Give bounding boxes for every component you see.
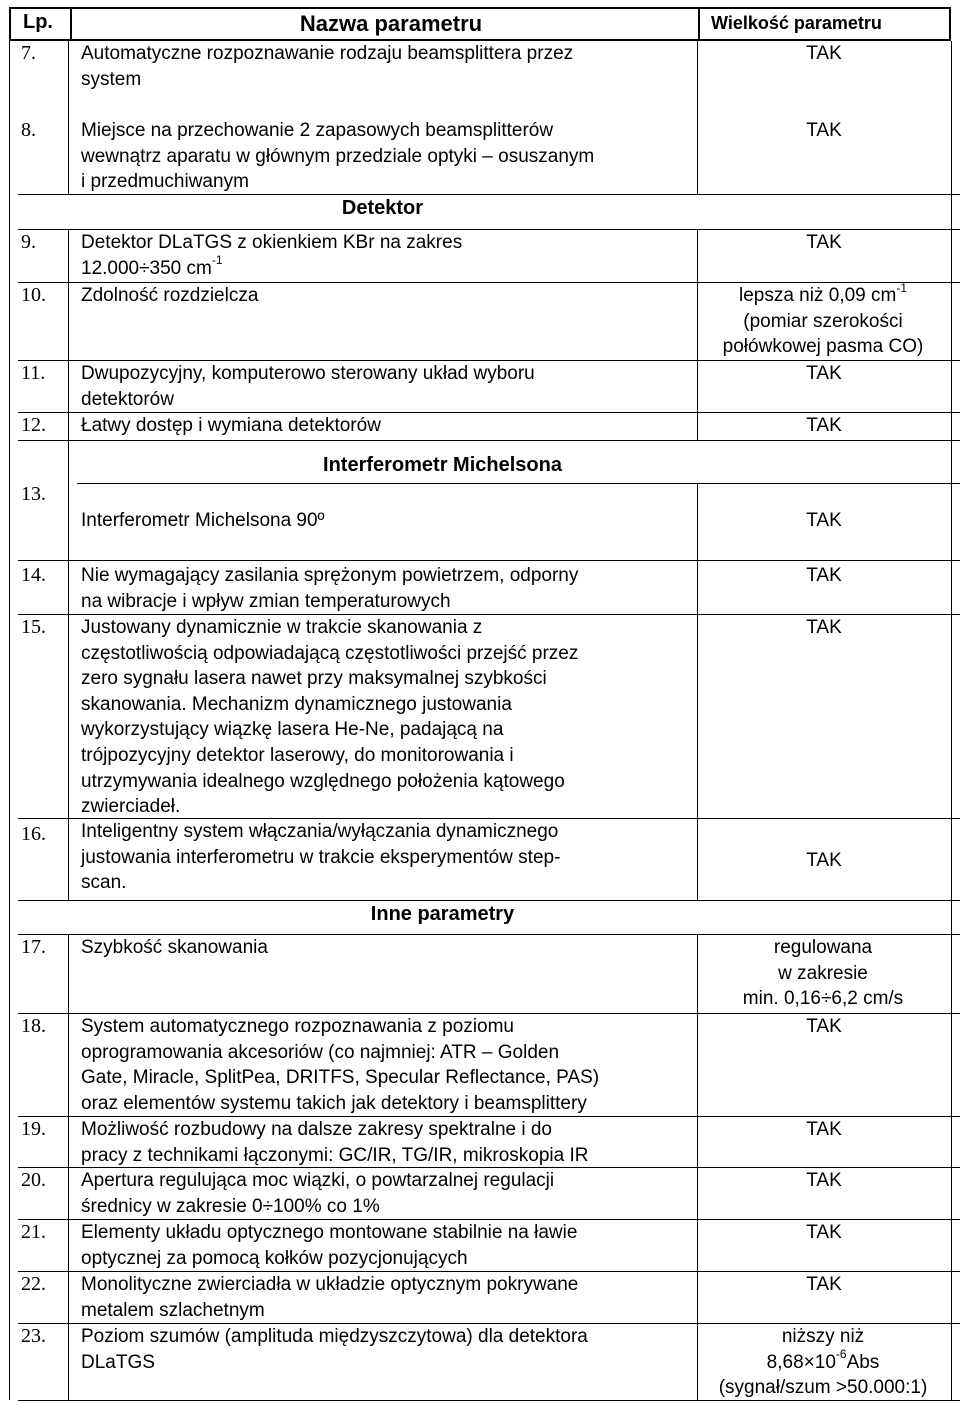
parameter-value-line: $8,68\times 10^{-6}Abs$ <box>766 1347 880 1373</box>
row-border <box>18 900 960 901</box>
row-border <box>18 560 960 561</box>
parameter-name-line: zwierciadeł. <box>81 796 181 818</box>
parameter-name-line: oprogramowania akcesoriów (co najmniej: ATR – Golden <box>81 1041 560 1063</box>
parameter-value: TAK <box>806 1119 842 1140</box>
section-title-inne: Inne parametry <box>370 903 515 925</box>
parameter-value-line: połówkowej pasma CO) <box>722 336 924 358</box>
parameter-value: TAK <box>806 43 842 64</box>
parameter-value: TAK <box>806 510 842 531</box>
parameter-name-line: skanowania. Mechanizm dynamicznego justowania <box>81 693 512 715</box>
header-divider <box>698 9 700 39</box>
parameter-name-line: detektorów <box>81 388 174 410</box>
parameter-value-line: regulowana <box>773 937 873 958</box>
superscript: -1 <box>896 280 908 295</box>
parameter-name-line: oraz elementów systemu takich jak detektory i beamsplittery <box>81 1092 587 1114</box>
parameter-table <box>9 41 951 1400</box>
row-number: 17. <box>21 936 46 958</box>
parameter-value: TAK <box>806 1222 842 1243</box>
parameter-value-line: (pomiar szerokości <box>743 310 903 332</box>
row-number: 13. <box>21 483 46 505</box>
parameter-name-line: Apertura regulująca moc wiązki, o powtarzalnej regulacji <box>81 1170 555 1191</box>
parameter-name-line: System automatycznego rozpoznawania z poziomu <box>81 1016 515 1037</box>
parameter-value: TAK <box>806 1170 842 1191</box>
parameter-name-line: i przedmuchiwanym <box>81 171 249 193</box>
parameter-name-line: Monolityczne zwierciadła w układzie optycznym pokrywane <box>81 1274 579 1295</box>
parameter-value-line: lepsza niż 0,09 $cm^{-1}$ <box>738 280 908 306</box>
parameter-value-line: min. 0,16÷6,2 cm/s <box>742 988 904 1010</box>
parameter-value: TAK <box>806 232 842 253</box>
column-border <box>9 41 10 1400</box>
section-title-interferometr: Interferometr Michelsona <box>323 454 562 476</box>
parameter-value-line: (sygnał/szum >50.000:1) <box>718 1377 928 1399</box>
parameter-name-line: Dwupozycyjny, komputerowo sterowany układ wyboru <box>81 363 535 384</box>
parameter-name-line: Szybkość skanowania <box>81 937 268 958</box>
parameter-name-line: Elementy układu optycznego montowane stabilnie na ławie <box>81 1222 578 1243</box>
parameter-name-line: Gate, Miracle, SplitPea, DRITFS, Specular Reflectance, PAS) <box>81 1067 600 1089</box>
row-number: 15. <box>21 616 46 638</box>
column-border <box>68 41 69 194</box>
superscript: -6 <box>835 1347 847 1362</box>
parameter-value-line: w zakresie <box>778 962 868 984</box>
superscript: -1 <box>211 253 223 268</box>
parameter-value: TAK <box>806 120 842 141</box>
parameter-value: TAK <box>806 850 842 871</box>
parameter-value-line: niższy niż <box>781 1326 865 1347</box>
header-value: Wielkość parametru <box>711 13 882 33</box>
row-border <box>18 440 960 441</box>
parameter-name-line: Detektor DLaTGS z okienkiem KBr na zakres <box>81 232 463 253</box>
parameter-value: TAK <box>806 363 842 384</box>
row-border <box>77 483 960 484</box>
parameter-name-line: DLaTGS <box>81 1351 155 1373</box>
parameter-name-line: Zdolność rozdzielcza <box>81 285 259 306</box>
parameter-name-line: Interferometr Michelsona 90º <box>81 510 325 531</box>
parameter-name-line: utrzymywania idealnego względnego położenia kątowego <box>81 770 565 792</box>
parameter-name-line: średnicy w zakresie 0÷100% co 1% <box>81 1195 380 1217</box>
parameter-name-line: Możliwość rozbudowy na dalsze zakresy spektralne i do <box>81 1119 552 1140</box>
row-number: 9. <box>21 231 36 253</box>
column-border <box>68 483 69 560</box>
row-number: 18. <box>21 1015 46 1037</box>
row-number: 14. <box>21 564 46 586</box>
parameter-value: TAK <box>806 1016 842 1037</box>
header-divider <box>70 9 72 39</box>
parameter-name-line: Inteligentny system włączania/wyłączania dynamicznego <box>81 821 559 842</box>
parameter-value: TAK <box>806 1274 842 1295</box>
parameter-name-line: Poziom szumów (amplituda międzyszczytowa) dla detektora <box>81 1326 588 1347</box>
parameter-name-line: Łatwy dostęp i wymiana detektorów <box>81 415 381 436</box>
parameter-name-line: justowania interferometru w trakcie eksperymentów step- <box>81 846 561 868</box>
parameter-name-line: wewnątrz aparatu w głównym przedziale optyki – osuszanym <box>81 145 595 167</box>
row-number: 16. <box>21 823 46 845</box>
parameter-name-line: zero sygnału lasera nawet przy maksymalnej szybkości <box>81 668 547 690</box>
header-lp: Lp. <box>23 11 53 33</box>
parameter-value: TAK <box>806 617 842 638</box>
section-title-detektor: Detektor <box>341 197 424 219</box>
row-number: 20. <box>21 1169 46 1191</box>
parameter-name-line: Justowany dynamicznie w trakcie skanowania z <box>81 617 483 638</box>
row-number: 12. <box>21 414 46 436</box>
parameter-name-line: optycznej za pomocą kołków pozycjonujących <box>81 1247 468 1269</box>
row-number: 22. <box>21 1273 46 1295</box>
parameter-value: TAK <box>806 415 842 436</box>
row-number: 23. <box>21 1325 46 1347</box>
parameter-name-line: scan. <box>81 872 127 894</box>
parameter-name-line: na wibracje i wpływ zmian temperaturowych <box>81 590 451 612</box>
column-border <box>68 560 69 900</box>
parameter-name-line: metalem szlachetnym <box>81 1299 265 1321</box>
column-border <box>68 229 69 440</box>
unit-suffix: Abs <box>846 1351 880 1373</box>
row-number: 7. <box>21 42 36 64</box>
parameter-name-line: wykorzystujący wiązkę lasera He-Ne, padającą na <box>81 719 504 741</box>
parameter-value: TAK <box>806 565 842 586</box>
table-header <box>9 7 951 41</box>
header-name: Nazwa parametru <box>299 11 483 36</box>
row-number: 10. <box>21 284 46 306</box>
parameter-name-line: Nie wymagający zasilania sprężonym powietrzem, odporny <box>81 565 579 586</box>
parameter-name-line: częstotliwością odpowiadającą częstotliwości przejść przez <box>81 642 579 664</box>
parameter-name-line: pracy z technikami łączonymi: GC/IR, TG/IR, mikroskopia IR <box>81 1144 589 1166</box>
row-number: 11. <box>21 362 46 384</box>
parameter-name-line: Miejsce na przechowanie 2 zapasowych beamsplitterów <box>81 120 554 141</box>
parameter-name-line: trójpozycyjny detektor laserowy, do monitorowania i <box>81 745 514 766</box>
row-number: 21. <box>21 1221 46 1243</box>
row-number: 19. <box>21 1118 46 1140</box>
column-border <box>951 41 952 1400</box>
parameter-name-line: system <box>81 68 142 90</box>
parameter-name-line: 12.000÷350 $cm^{-1}$ <box>81 253 223 279</box>
row-number: 8. <box>21 119 36 141</box>
parameter-name-line: Automatyczne rozpoznawanie rodzaju beamsplittera przez <box>81 43 574 64</box>
